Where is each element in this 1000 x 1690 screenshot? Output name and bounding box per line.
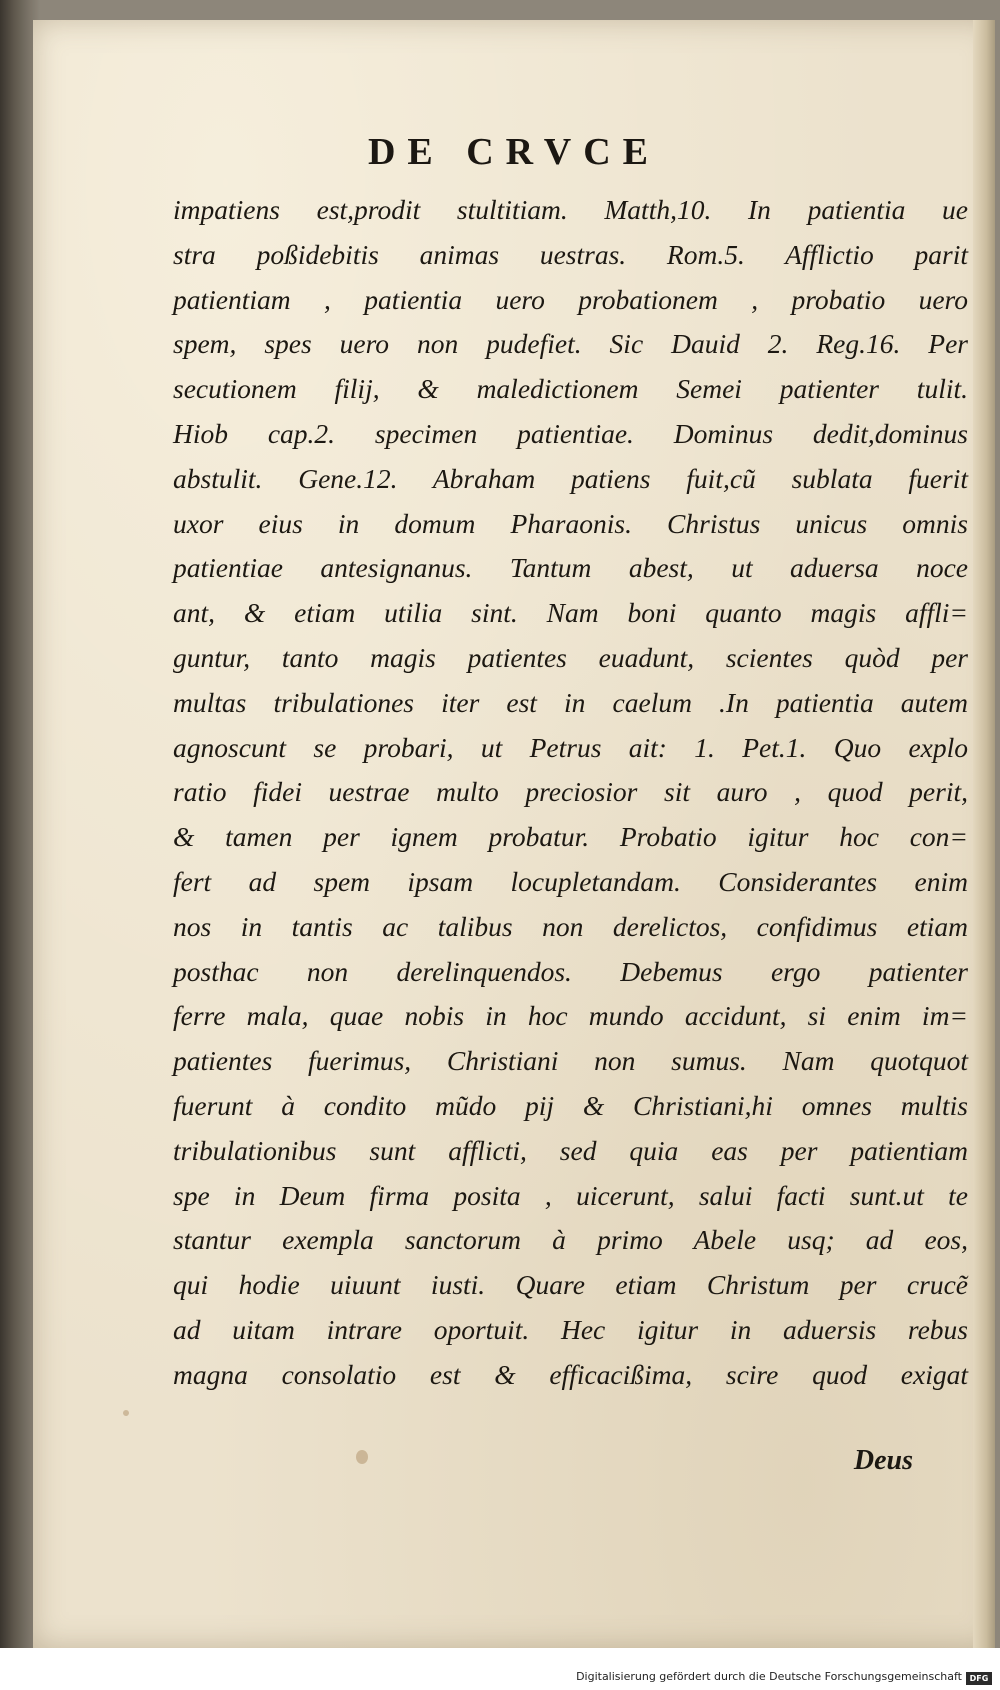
text-line: ad uitam intrare oportuit. Hec igitur in aduersis rebus <box>173 1313 968 1345</box>
text-line: stra poßidebitis animas uestras. Rom.5. Afflictio parit <box>173 238 968 270</box>
book-page <box>33 20 995 1648</box>
page-edge <box>973 20 995 1648</box>
dfg-logo: DFG <box>966 1672 992 1685</box>
text-line: secutionem filij, & maledictionem Semei patienter tulit. <box>173 373 968 405</box>
text-line: uxor eius in domum Pharaonis. Christus unicus omnis <box>173 507 968 539</box>
text-line: ferre mala, quae nobis in hoc mundo accidunt, si enim im= <box>173 1000 968 1032</box>
text-line: patientiae antesignanus. Tantum abest, ut aduersa noce <box>173 552 968 584</box>
text-line: posthac non derelinquendos. Debemus ergo patienter <box>173 955 968 987</box>
text-line: abstulit. Gene.12. Abraham patiens fuit,cũ sublata fuerit <box>173 462 968 494</box>
text-line: impatiens est,prodit stultitiam. Matth,10. In patientia ue <box>173 194 968 225</box>
text-line: Hiob cap.2. specimen patientiae. Dominus dedit,dominus <box>173 417 968 449</box>
text-line: agnoscunt se probari, ut Petrus ait: 1. Pet.1. Quo explo <box>173 731 968 763</box>
catchword: Deus <box>853 1445 913 1476</box>
page-heading: DE CRVCE <box>367 131 661 173</box>
text-line: patientes fuerimus, Christiani non sumus. Nam quotquot <box>173 1045 968 1077</box>
text-line: magna consolatio est & efficacißima, scire quod exigat <box>173 1358 968 1390</box>
text-line: tribulationibus sunt afflicti, sed quia eas per patientiam <box>173 1134 968 1166</box>
text-line: ant, & etiam utilia sint. Nam boni quanto magis affli= <box>173 597 968 629</box>
stain-spot <box>356 1450 368 1464</box>
text-line: spem, spes uero non pudefiet. Sic Dauid 2. Reg.16. Per <box>173 328 968 360</box>
footer-bar <box>0 1648 1000 1690</box>
text-line: fuerunt à condito mũdo pij & Christiani,hi omnes multis <box>173 1089 968 1121</box>
body-text <box>173 188 968 1398</box>
text-line: qui hodie uiuunt iusti. Quare etiam Christum per crucẽ <box>173 1269 968 1301</box>
stain-spot <box>123 1410 129 1416</box>
text-line: nos in tantis ac talibus non derelictos, confidimus etiam <box>173 910 968 942</box>
text-line: spe in Deum firma posita , uicerunt, salui facti sunt.ut te <box>173 1179 968 1211</box>
text-line: patientiam , patientia uero probationem , probatio uero <box>173 283 968 315</box>
text-line: guntur, tanto magis patientes euadunt, scientes quòd per <box>173 641 968 673</box>
text-line: fert ad spem ipsam locupletandam. Considerantes enim <box>173 865 968 897</box>
text-line: & tamen per ignem probatur. Probatio igitur hoc con= <box>173 821 968 853</box>
text-line: ratio fidei uestrae multo preciosior sit auro , quod perit, <box>173 776 968 808</box>
text-line: multas tribulationes iter est in caelum .In patientia autem <box>173 686 968 718</box>
funding-credit: Digitalisierung gefördert durch die Deutsche Forschungsgemeinschaft <box>576 1670 962 1683</box>
text-line: stantur exempla sanctorum à primo Abele usq; ad eos, <box>173 1224 968 1256</box>
